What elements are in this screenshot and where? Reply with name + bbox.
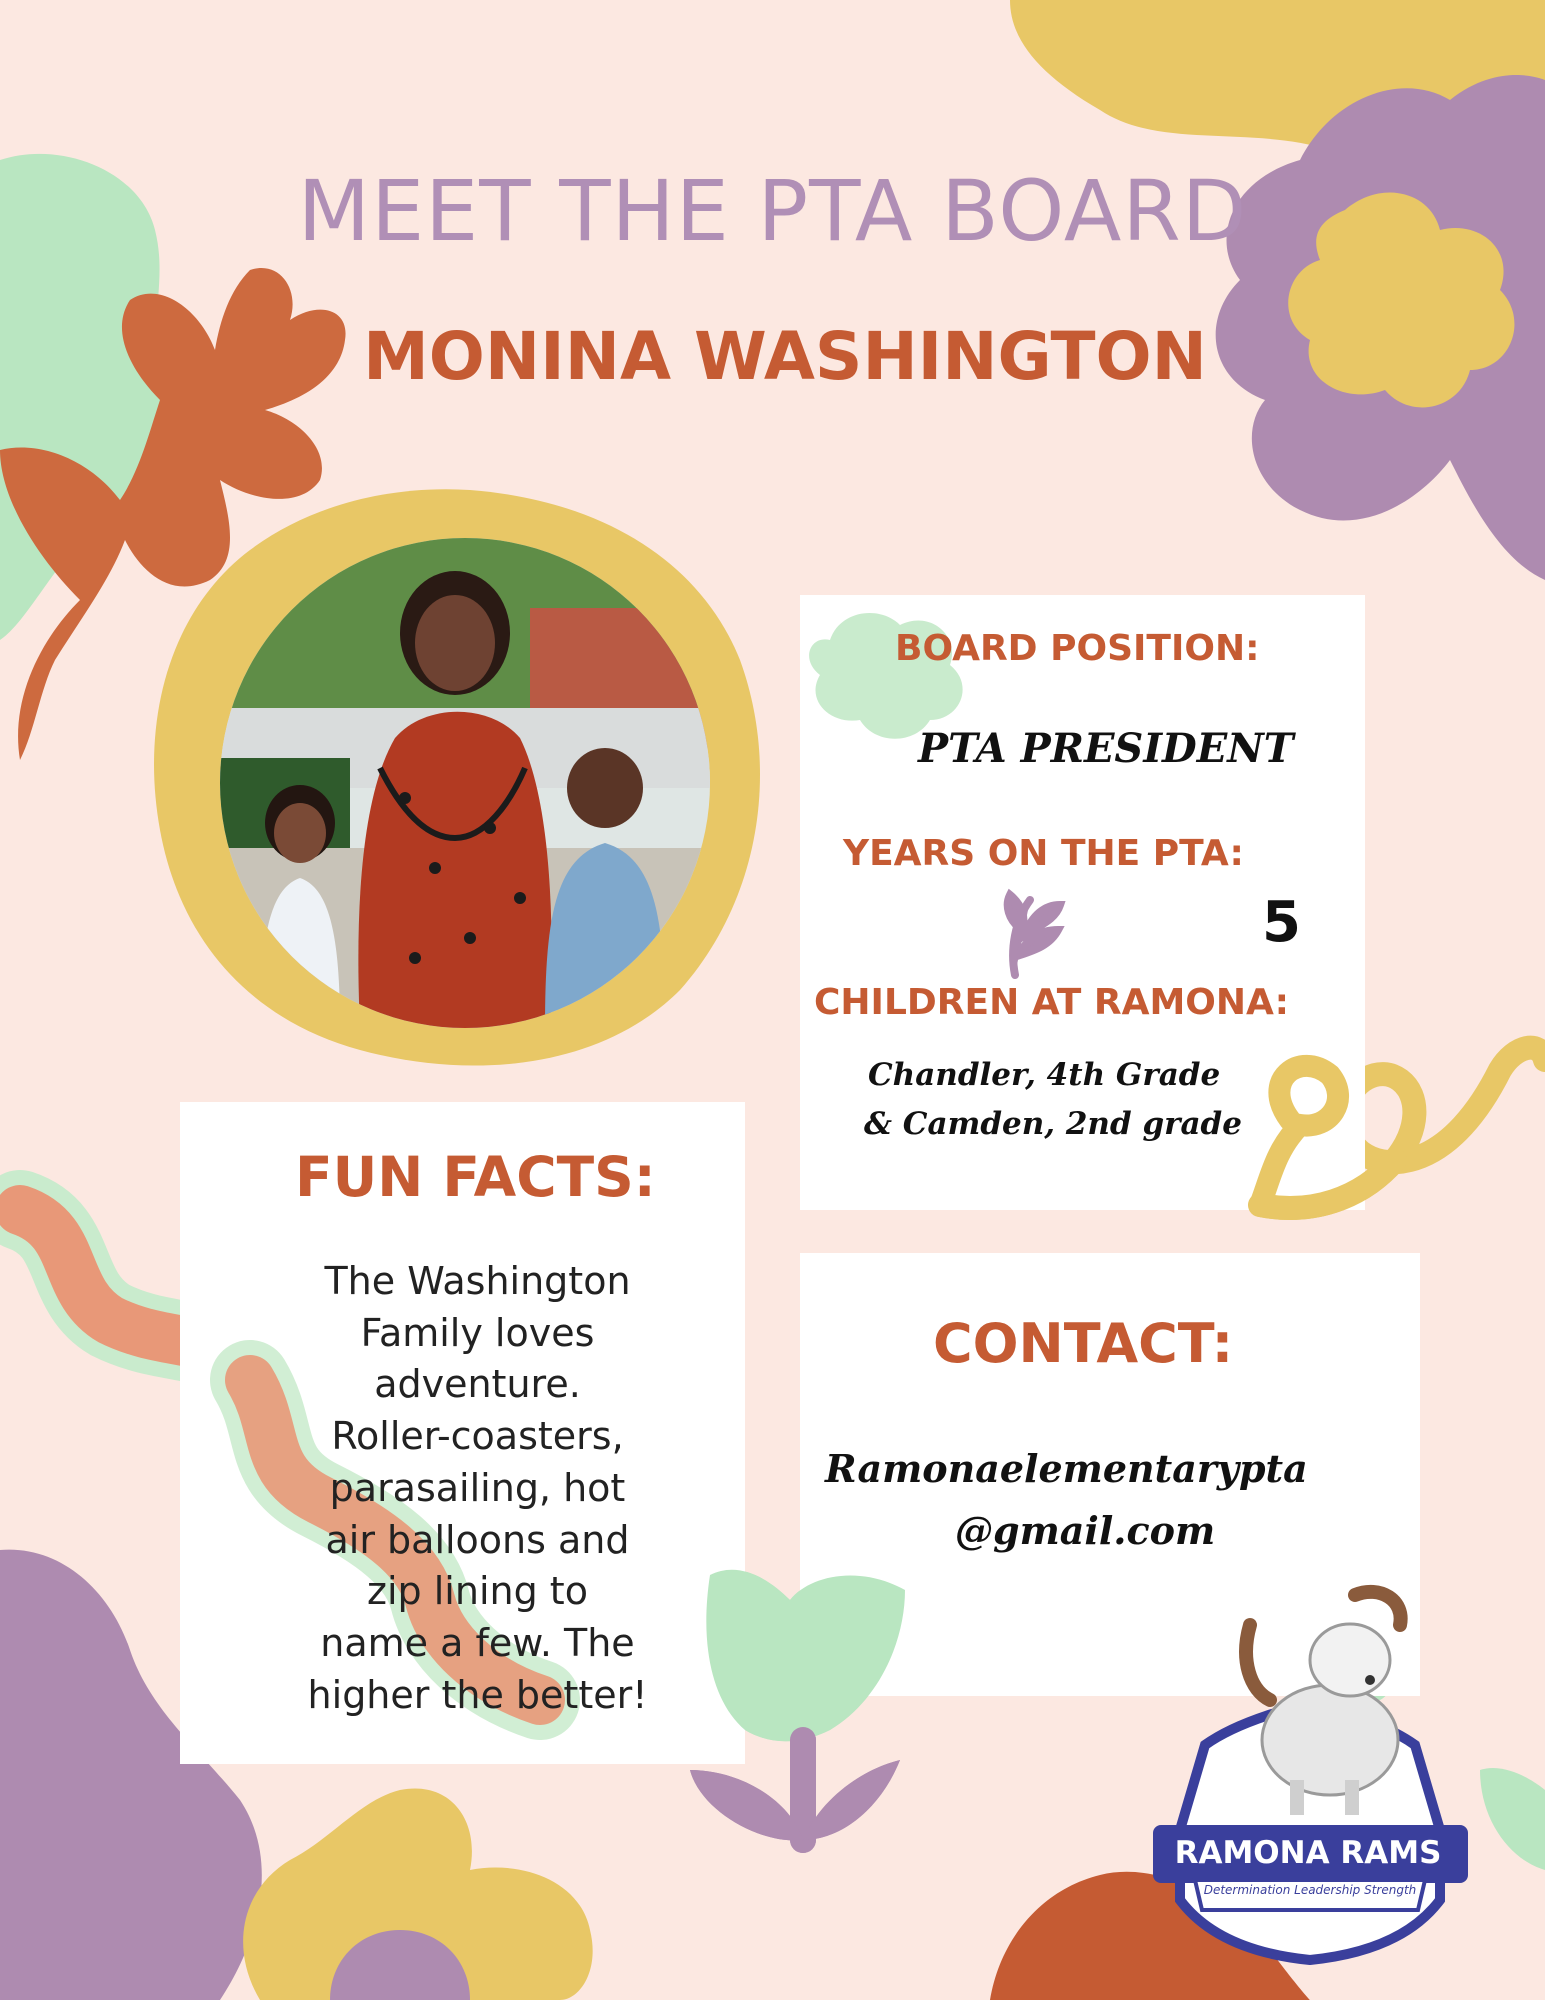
years-label: YEARS ON THE PTA: bbox=[843, 833, 1244, 874]
badge-motto: Determination Leadership Strength bbox=[1203, 1883, 1417, 1897]
children-label: CHILDREN AT RAMONA: bbox=[814, 982, 1289, 1023]
children-line-2: & Camden, 2nd grade bbox=[864, 1106, 1242, 1142]
contact-label: CONTACT: bbox=[933, 1312, 1234, 1375]
contact-email-line-1[interactable]: Ramonaelementarypta bbox=[825, 1446, 1308, 1491]
years-value: 5 bbox=[1262, 890, 1301, 955]
badge-name: RAMONA RAMS bbox=[1174, 1835, 1442, 1871]
fun-fact-line: name a few. The bbox=[320, 1620, 635, 1665]
fun-fact-line: The Washington bbox=[324, 1259, 631, 1303]
member-name: MONINA WASHINGTON bbox=[363, 318, 1207, 395]
fun-fact-line: Family loves bbox=[360, 1310, 595, 1355]
board-position-value: PTA PRESIDENT bbox=[918, 725, 1294, 772]
page-title: MEET THE PTA BOARD bbox=[297, 162, 1248, 260]
fun-fact-line: zip lining to bbox=[367, 1569, 588, 1614]
contact-email-line-2[interactable]: @gmail.com bbox=[955, 1508, 1216, 1553]
fun-fact-line: parasailing, hot bbox=[329, 1465, 626, 1510]
fun-fact-line: higher the better! bbox=[307, 1672, 648, 1717]
board-position-label: BOARD POSITION: bbox=[895, 628, 1260, 669]
fun-fact-line: adventure. bbox=[374, 1362, 581, 1407]
fun-facts-label: FUN FACTS: bbox=[295, 1145, 656, 1209]
children-line-1: Chandler, 4th Grade bbox=[868, 1057, 1221, 1093]
fun-fact-line: air balloons and bbox=[325, 1517, 630, 1562]
fun-fact-line: Roller-coasters, bbox=[331, 1414, 624, 1459]
